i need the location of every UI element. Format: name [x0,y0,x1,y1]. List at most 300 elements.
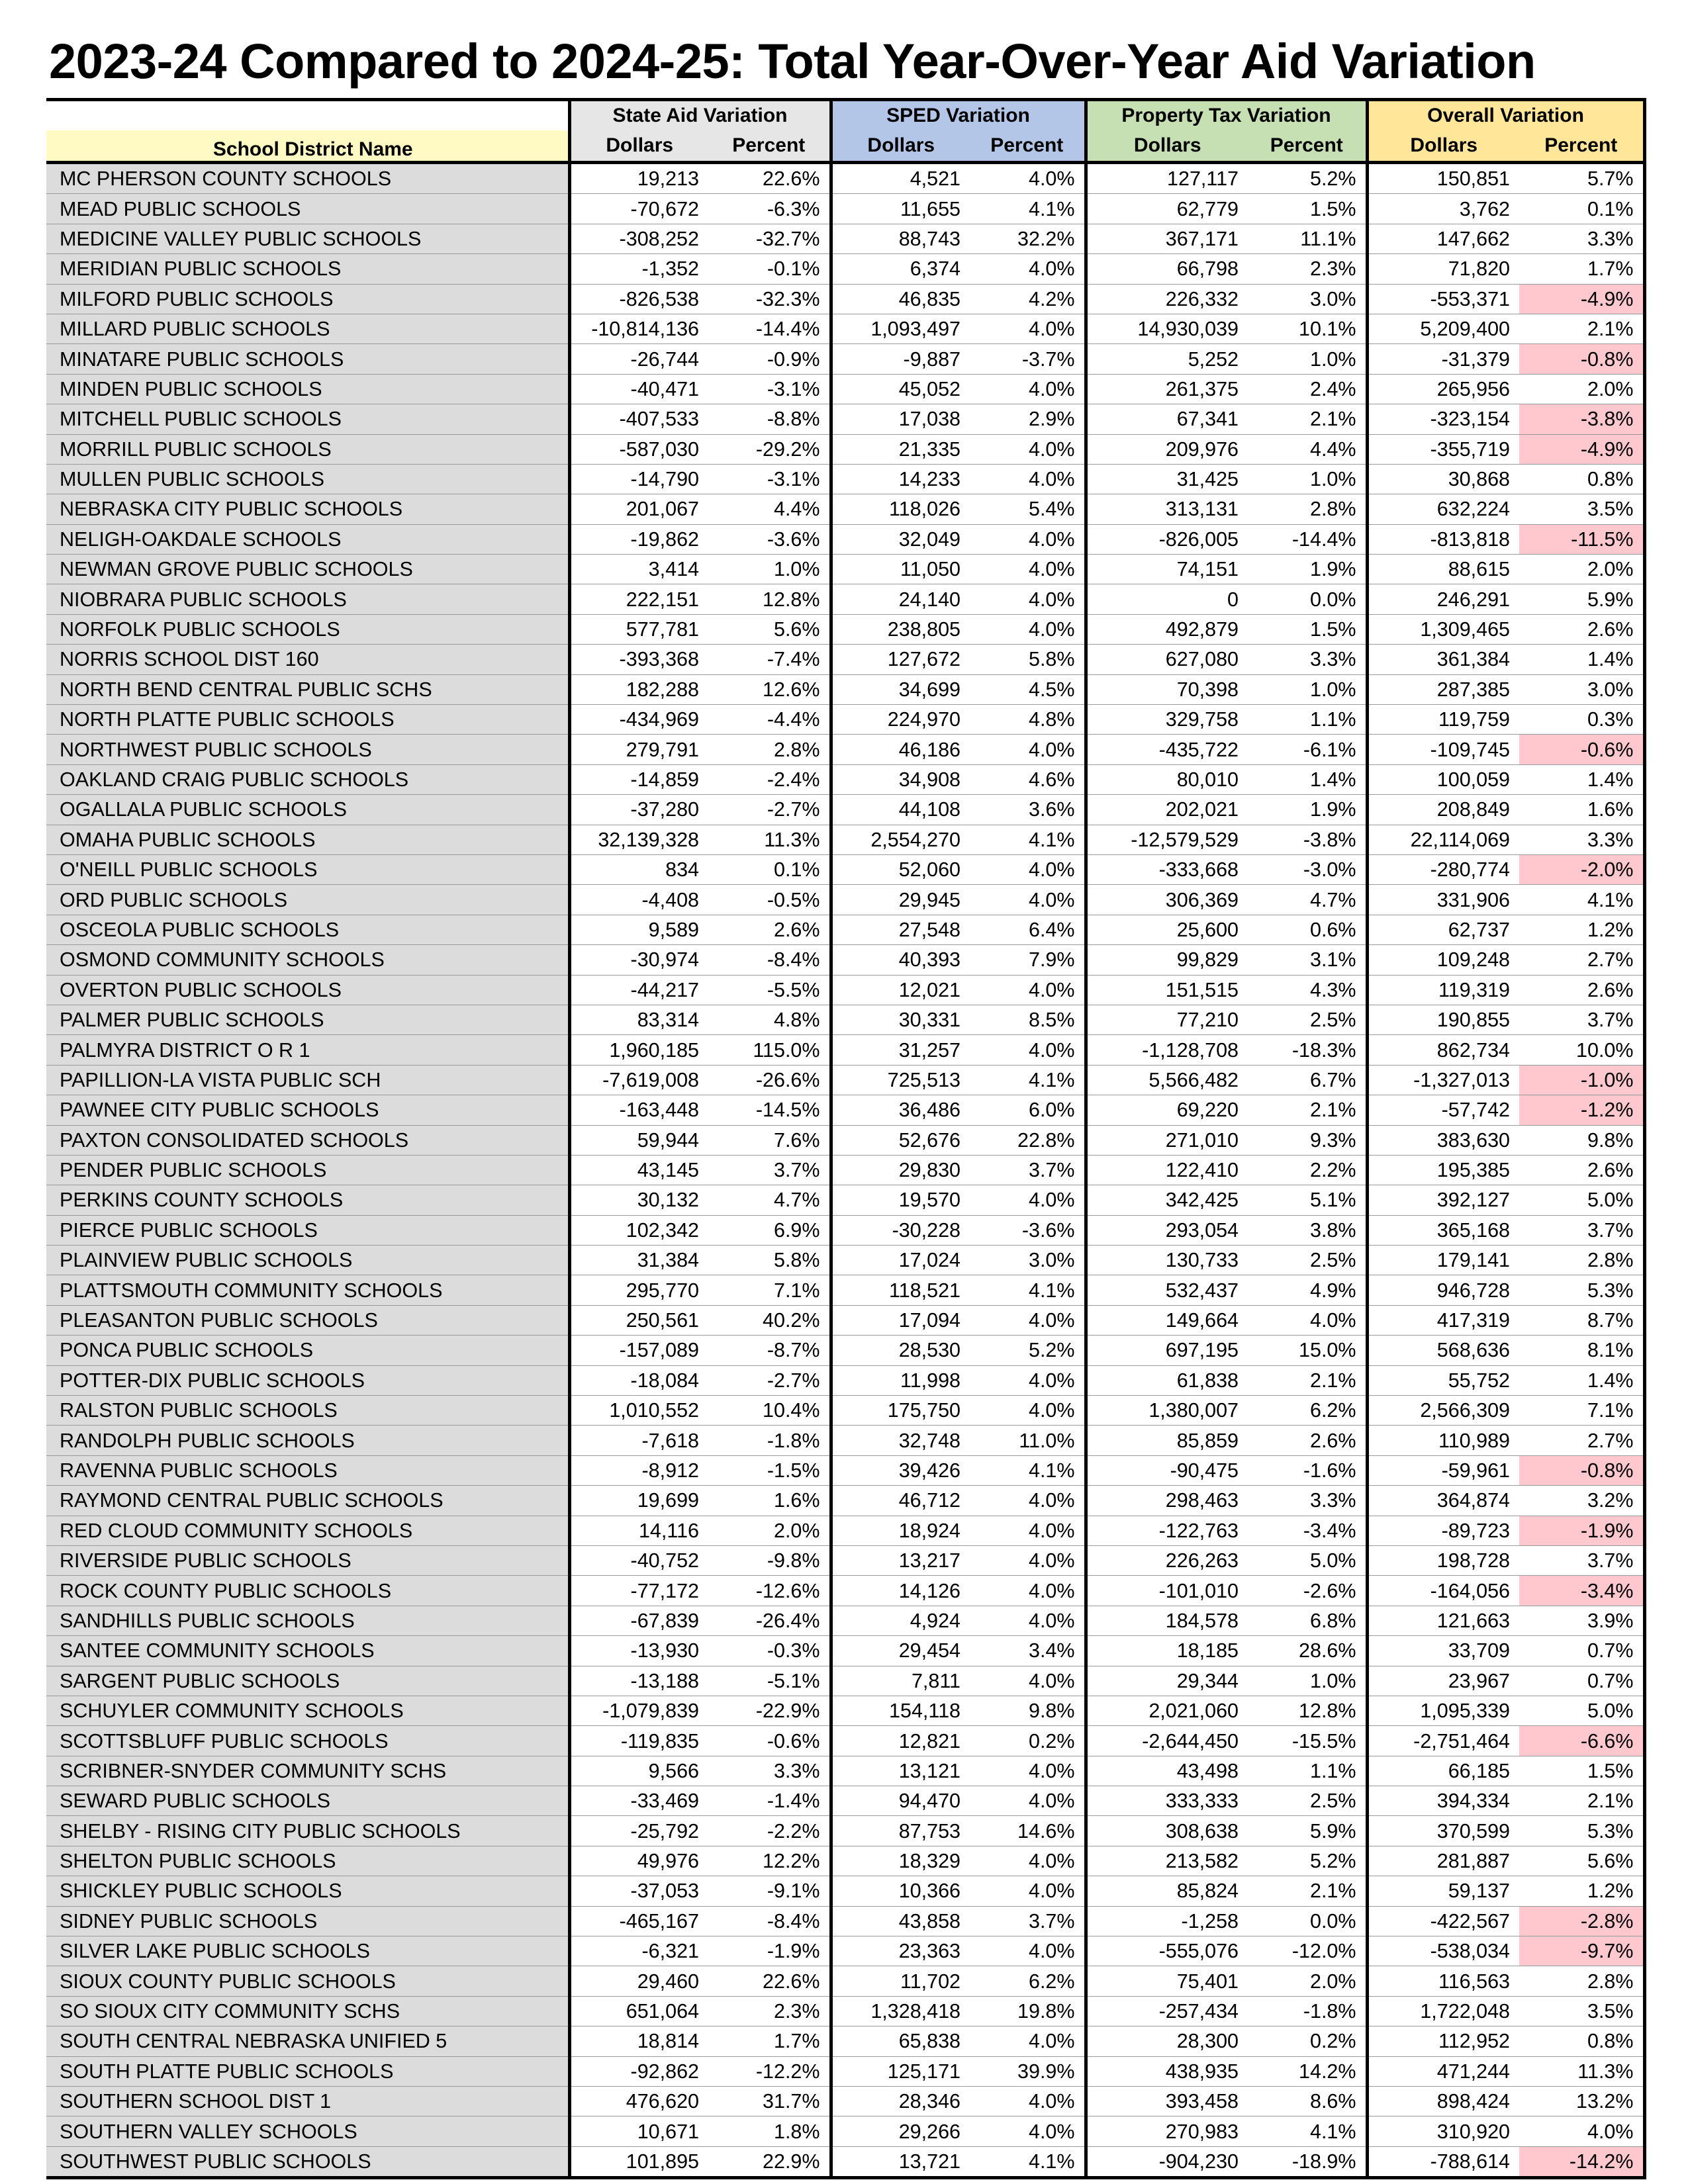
sped-dollars-cell: 11,655 [831,194,970,224]
state-aid-dollars-cell: 19,213 [569,163,708,194]
property-tax-percent-cell: 1.5% [1248,194,1367,224]
sped-percent-cell: 4.0% [970,1576,1086,1606]
overall-dollars-cell: 383,630 [1367,1125,1519,1155]
property-tax-dollars-cell: 306,369 [1086,885,1248,915]
table-row [46,1996,1644,2026]
overall-dollars-cell: 3,762 [1367,194,1519,224]
district-name-cell: NORTH PLATTE PUBLIC SCHOOLS [46,705,569,735]
district-name-cell: MEDICINE VALLEY PUBLIC SCHOOLS [46,224,569,253]
sped-percent-cell: 6.0% [970,1095,1086,1125]
table-row [46,1726,1644,1756]
district-name-cell: PLAINVIEW PUBLIC SCHOOLS [46,1246,569,1275]
overall-percent-cell: 1.4% [1519,1365,1644,1395]
overall-dollars-cell: 116,563 [1367,1966,1519,1996]
state-aid-dollars-cell: -10,814,136 [569,314,708,343]
property-tax-percent-cell: 2.1% [1248,404,1367,434]
overall-dollars-cell: 898,424 [1367,2087,1519,2116]
state-aid-dollars-cell: 834 [569,854,708,884]
table-row [46,885,1644,915]
state-aid-percent-cell: 115.0% [708,1035,831,1065]
overall-dollars-cell: 112,952 [1367,2026,1519,2056]
overall-percent-cell: 2.1% [1519,1786,1644,1816]
overall-percent-cell: 1.7% [1519,254,1644,284]
sped-percent-cell: 4.0% [970,1486,1086,1516]
property-tax-dollars-cell: 438,935 [1086,2056,1248,2086]
property-tax-dollars-cell: 14,930,039 [1086,314,1248,343]
table-row [46,194,1644,224]
property-tax-dollars-cell: 313,131 [1086,494,1248,524]
state-aid-percent-cell: 1.8% [708,2116,831,2146]
state-aid-percent-cell: 2.6% [708,915,831,944]
state-aid-percent-cell: -2.7% [708,795,831,825]
property-tax-dollars-cell: 308,638 [1086,1816,1248,1846]
property-tax-percent-cell: 0.2% [1248,2026,1367,2056]
sped-percent-cell: 4.1% [970,2146,1086,2177]
group-header-state-aid: State Aid Variation [569,100,831,131]
sped-dollars-cell: 224,970 [831,705,970,735]
overall-percent-cell: 2.6% [1519,614,1644,644]
state-aid-dollars-cell: -434,969 [569,705,708,735]
property-tax-percent-cell: 2.1% [1248,1365,1367,1395]
overall-percent-cell: 4.1% [1519,885,1644,915]
state-aid-percent-cell: -0.6% [708,1726,831,1756]
sped-dollars-cell: -9,887 [831,344,970,374]
property-tax-dollars-cell: -555,076 [1086,1936,1248,1966]
property-tax-dollars-cell: 492,879 [1086,614,1248,644]
table-row [46,524,1644,554]
sped-percent-cell: 4.0% [970,464,1086,494]
overall-dollars-cell: 394,334 [1367,1786,1519,1816]
property-tax-percent-cell: 1.0% [1248,344,1367,374]
district-name-cell: PLEASANTON PUBLIC SCHOOLS [46,1305,569,1335]
overall-dollars-cell: 195,385 [1367,1155,1519,1185]
district-name-cell: OSCEOLA PUBLIC SCHOOLS [46,915,569,944]
overall-dollars-cell: 2,566,309 [1367,1396,1519,1426]
sped-dollars-cell: -30,228 [831,1215,970,1245]
sped-dollars-cell: 34,908 [831,764,970,794]
state-aid-percent-cell: -1.4% [708,1786,831,1816]
overall-percent-cell: 2.1% [1519,314,1644,343]
overall-dollars-cell: 100,059 [1367,764,1519,794]
overall-percent-cell: 5.0% [1519,1696,1644,1725]
property-tax-percent-cell: 5.1% [1248,1185,1367,1215]
table-row [46,705,1644,735]
property-tax-dollars-cell: 62,779 [1086,194,1248,224]
district-name-cell: MULLEN PUBLIC SCHOOLS [46,464,569,494]
state-aid-dollars-cell: 9,589 [569,915,708,944]
state-aid-dollars-cell: -157,089 [569,1336,708,1365]
overall-percent-cell: 1.6% [1519,795,1644,825]
sped-percent-cell: 19.8% [970,1996,1086,2026]
table-row [46,1215,1644,1245]
sped-dollars-cell: 52,060 [831,854,970,884]
sped-dollars-cell: 4,521 [831,163,970,194]
district-name-cell: RIVERSIDE PUBLIC SCHOOLS [46,1545,569,1575]
district-name-cell: NELIGH-OAKDALE SCHOOLS [46,524,569,554]
state-aid-percent-cell: 31.7% [708,2087,831,2116]
overall-percent-cell: -1.9% [1519,1516,1644,1545]
state-aid-percent-cell: 7.1% [708,1275,831,1305]
sped-percent-cell: 4.1% [970,194,1086,224]
table-row [46,163,1644,194]
state-aid-percent-cell: -0.5% [708,885,831,915]
overall-dollars-cell: 310,920 [1367,2116,1519,2146]
sped-dollars-cell: 125,171 [831,2056,970,2086]
overall-dollars-cell: -788,614 [1367,2146,1519,2177]
district-name-cell: SIOUX COUNTY PUBLIC SCHOOLS [46,1966,569,1996]
table-row [46,314,1644,343]
overall-percent-cell: 2.8% [1519,1246,1644,1275]
sped-percent-cell: 39.9% [970,2056,1086,2086]
overall-percent-cell: 2.6% [1519,975,1644,1005]
overall-dollars-cell: 281,887 [1367,1846,1519,1876]
property-tax-percent-cell: 4.7% [1248,885,1367,915]
property-tax-dollars-cell: 127,117 [1086,163,1248,194]
overall-percent-cell: 4.0% [1519,2116,1644,2146]
state-aid-dollars-cell: -44,217 [569,975,708,1005]
property-tax-dollars-cell: 697,195 [1086,1336,1248,1365]
overall-dollars-cell: 30,868 [1367,464,1519,494]
district-name-cell: RAVENNA PUBLIC SCHOOLS [46,1455,569,1485]
district-name-cell: OAKLAND CRAIG PUBLIC SCHOOLS [46,764,569,794]
sped-percent-cell: 4.0% [970,1516,1086,1545]
sped-dollars-cell: 14,233 [831,464,970,494]
property-tax-dollars-cell: 122,410 [1086,1155,1248,1185]
state-aid-percent-cell: -14.4% [708,314,831,343]
property-tax-percent-cell: 4.0% [1248,1305,1367,1335]
overall-dollars-cell: -109,745 [1367,735,1519,764]
overall-dollars-cell: 121,663 [1367,1606,1519,1635]
sped-percent-cell: 4.2% [970,284,1086,314]
overall-dollars-cell: 119,759 [1367,705,1519,735]
sped-dollars-cell: 7,811 [831,1666,970,1696]
district-name-cell: SHELTON PUBLIC SCHOOLS [46,1846,569,1876]
property-tax-dollars-cell: -2,644,450 [1086,1726,1248,1756]
sped-dollars-cell: 39,426 [831,1455,970,1485]
table-row [46,464,1644,494]
state-aid-dollars-cell: -4,408 [569,885,708,915]
state-aid-dollars-cell: 250,561 [569,1305,708,1335]
state-aid-dollars-cell: 279,791 [569,735,708,764]
property-tax-percent-cell: 0.0% [1248,584,1367,614]
sped-percent-cell: 4.5% [970,674,1086,704]
sped-percent-cell: 4.0% [970,374,1086,404]
sped-percent-cell: 4.0% [970,1846,1086,1876]
overall-percent-cell: 0.7% [1519,1666,1644,1696]
sped-dollars-cell: 11,050 [831,555,970,584]
district-name-cell: SILVER LAKE PUBLIC SCHOOLS [46,1936,569,1966]
state-aid-dollars-cell: -308,252 [569,224,708,253]
overall-dollars-cell: -553,371 [1367,284,1519,314]
sped-dollars-cell: 88,743 [831,224,970,253]
sped-percent-cell: 4.0% [970,1035,1086,1065]
sped-percent-cell: 6.2% [970,1966,1086,1996]
state-aid-dollars-cell: 476,620 [569,2087,708,2116]
state-aid-percent-cell: -8.4% [708,1906,831,1936]
sped-dollars-cell: 725,513 [831,1065,970,1095]
state-aid-percent-cell: 5.6% [708,614,831,644]
sped-percent-cell: 4.0% [970,975,1086,1005]
overall-dollars-cell: 361,384 [1367,645,1519,674]
table-row [46,284,1644,314]
state-aid-percent-cell: 40.2% [708,1305,831,1335]
state-aid-dollars-cell: 651,064 [569,1996,708,2026]
district-name-cell: RANDOLPH PUBLIC SCHOOLS [46,1426,569,1455]
overall-percent-cell: 11.3% [1519,2056,1644,2086]
state-aid-dollars-cell: -26,744 [569,344,708,374]
state-aid-dollars-cell: -13,930 [569,1636,708,1666]
table-row [46,1846,1644,1876]
overall-percent-cell: 7.1% [1519,1396,1644,1426]
sped-percent-cell: -3.7% [970,344,1086,374]
overall-dollars-cell: -164,056 [1367,1576,1519,1606]
table-row [46,1696,1644,1725]
sped-dollars-cell: 27,548 [831,915,970,944]
sped-dollars-cell: 32,049 [831,524,970,554]
sped-dollars-cell: 6,374 [831,254,970,284]
column-header-district-name: School District Name [46,130,569,163]
state-aid-dollars-cell: -826,538 [569,284,708,314]
state-aid-percent-cell: 0.1% [708,854,831,884]
district-name-cell: PAWNEE CITY PUBLIC SCHOOLS [46,1095,569,1125]
property-tax-dollars-cell: 67,341 [1086,404,1248,434]
overall-dollars-cell: 417,319 [1367,1305,1519,1335]
group-header-property-tax: Property Tax Variation [1086,100,1367,131]
table-row [46,1516,1644,1545]
state-aid-percent-cell: -0.1% [708,254,831,284]
property-tax-percent-cell: 10.1% [1248,314,1367,343]
state-aid-dollars-cell: 295,770 [569,1275,708,1305]
table-row [46,1545,1644,1575]
sped-percent-cell: 4.1% [970,1065,1086,1095]
overall-percent-cell: 2.7% [1519,1426,1644,1455]
state-aid-percent-cell: 12.6% [708,674,831,704]
sped-percent-cell: 4.0% [970,854,1086,884]
sped-percent-cell: 4.0% [970,1756,1086,1786]
sped-dollars-cell: 118,521 [831,1275,970,1305]
state-aid-dollars-cell: -37,280 [569,795,708,825]
table-row [46,1426,1644,1455]
state-aid-dollars-cell: -1,079,839 [569,1696,708,1725]
table-row [46,1816,1644,1846]
state-aid-percent-cell: 12.8% [708,584,831,614]
property-tax-percent-cell: 1.1% [1248,705,1367,735]
district-name-cell: MEAD PUBLIC SCHOOLS [46,194,569,224]
table-row [46,404,1644,434]
overall-percent-cell: 3.7% [1519,1545,1644,1575]
overall-percent-cell: 5.0% [1519,1185,1644,1215]
sped-percent-cell: 7.9% [970,945,1086,975]
overall-percent-cell: 8.1% [1519,1336,1644,1365]
property-tax-dollars-cell: 18,185 [1086,1636,1248,1666]
property-tax-percent-cell: 2.6% [1248,1426,1367,1455]
property-tax-dollars-cell: 261,375 [1086,374,1248,404]
district-name-cell: MORRILL PUBLIC SCHOOLS [46,434,569,464]
state-aid-percent-cell: -26.4% [708,1606,831,1635]
overall-percent-cell: -2.0% [1519,854,1644,884]
column-header-state-dollars: Dollars [569,130,708,163]
table-row [46,945,1644,975]
state-aid-dollars-cell: -77,172 [569,1576,708,1606]
state-aid-dollars-cell: 43,145 [569,1155,708,1185]
table-row [46,674,1644,704]
district-name-cell: POTTER-DIX PUBLIC SCHOOLS [46,1365,569,1395]
overall-dollars-cell: -59,961 [1367,1455,1519,1485]
property-tax-percent-cell: -2.6% [1248,1576,1367,1606]
table-row [46,2116,1644,2146]
sped-percent-cell: 4.0% [970,254,1086,284]
overall-dollars-cell: 392,127 [1367,1185,1519,1215]
state-aid-percent-cell: -29.2% [708,434,831,464]
overall-dollars-cell: 71,820 [1367,254,1519,284]
district-name-cell: MINATARE PUBLIC SCHOOLS [46,344,569,374]
district-name-cell: SO SIOUX CITY COMMUNITY SCHS [46,1996,569,2026]
property-tax-dollars-cell: 69,220 [1086,1095,1248,1125]
group-header-overall: Overall Variation [1367,100,1644,131]
column-header-overall-percent: Percent [1519,130,1644,163]
state-aid-percent-cell: -0.3% [708,1636,831,1666]
property-tax-percent-cell: 6.2% [1248,1396,1367,1426]
district-name-cell: NORTH BEND CENTRAL PUBLIC SCHS [46,674,569,704]
property-tax-percent-cell: -12.0% [1248,1936,1367,1966]
column-header-property-dollars: Dollars [1086,130,1248,163]
property-tax-percent-cell: 2.5% [1248,1005,1367,1034]
table-row [46,764,1644,794]
sped-dollars-cell: 1,093,497 [831,314,970,343]
overall-dollars-cell: 22,114,069 [1367,825,1519,854]
table-row [46,1876,1644,1906]
property-tax-dollars-cell: -257,434 [1086,1996,1248,2026]
property-tax-dollars-cell: 31,425 [1086,464,1248,494]
state-aid-percent-cell: 4.8% [708,1005,831,1034]
property-tax-percent-cell: 1.9% [1248,555,1367,584]
overall-percent-cell: 3.3% [1519,224,1644,253]
state-aid-dollars-cell: -33,469 [569,1786,708,1816]
state-aid-dollars-cell: 18,814 [569,2026,708,2056]
overall-percent-cell: 5.6% [1519,1846,1644,1876]
overall-percent-cell: 0.1% [1519,194,1644,224]
district-name-cell: PALMER PUBLIC SCHOOLS [46,1005,569,1034]
overall-percent-cell: -9.7% [1519,1936,1644,1966]
state-aid-dollars-cell: 222,151 [569,584,708,614]
table-row [46,2056,1644,2086]
state-aid-dollars-cell: 83,314 [569,1005,708,1034]
sped-dollars-cell: 154,118 [831,1696,970,1725]
overall-percent-cell: 8.7% [1519,1305,1644,1335]
property-tax-dollars-cell: 85,824 [1086,1876,1248,1906]
table-body [46,163,1644,2178]
sped-dollars-cell: 13,217 [831,1545,970,1575]
district-name-cell: PLATTSMOUTH COMMUNITY SCHOOLS [46,1275,569,1305]
table-row [46,915,1644,944]
sped-percent-cell: 4.0% [970,1666,1086,1696]
overall-dollars-cell: 632,224 [1367,494,1519,524]
sped-dollars-cell: 43,858 [831,1906,970,1936]
district-name-cell: SANDHILLS PUBLIC SCHOOLS [46,1606,569,1635]
overall-dollars-cell: 365,168 [1367,1215,1519,1245]
property-tax-dollars-cell: 43,498 [1086,1756,1248,1786]
district-name-cell: RED CLOUD COMMUNITY SCHOOLS [46,1516,569,1545]
table-row [46,1185,1644,1215]
state-aid-dollars-cell: 1,960,185 [569,1035,708,1065]
overall-percent-cell: 3.9% [1519,1606,1644,1635]
sped-percent-cell: 3.0% [970,1246,1086,1275]
table-row [46,224,1644,253]
property-tax-percent-cell: 2.4% [1248,374,1367,404]
sped-percent-cell: 22.8% [970,1125,1086,1155]
state-aid-percent-cell: -8.8% [708,404,831,434]
table-row [46,254,1644,284]
state-aid-dollars-cell: 19,699 [569,1486,708,1516]
property-tax-dollars-cell: -122,763 [1086,1516,1248,1545]
district-name-cell: RAYMOND CENTRAL PUBLIC SCHOOLS [46,1486,569,1516]
state-aid-percent-cell: -3.1% [708,464,831,494]
state-aid-percent-cell: 22.9% [708,2146,831,2177]
property-tax-percent-cell: 2.0% [1248,1966,1367,1996]
property-tax-dollars-cell: 213,582 [1086,1846,1248,1876]
aid-variation-table [46,98,1646,2179]
state-aid-percent-cell: -2.4% [708,764,831,794]
state-aid-percent-cell: -3.1% [708,374,831,404]
property-tax-percent-cell: -18.3% [1248,1035,1367,1065]
state-aid-dollars-cell: 1,010,552 [569,1396,708,1426]
state-aid-percent-cell: -12.2% [708,2056,831,2086]
district-name-cell: SCOTTSBLUFF PUBLIC SCHOOLS [46,1726,569,1756]
sped-dollars-cell: 31,257 [831,1035,970,1065]
property-tax-dollars-cell: 209,976 [1086,434,1248,464]
sped-dollars-cell: 46,835 [831,284,970,314]
district-name-cell: SOUTHERN VALLEY SCHOOLS [46,2116,569,2146]
property-tax-percent-cell: 14.2% [1248,2056,1367,2086]
sped-dollars-cell: 29,830 [831,1155,970,1185]
property-tax-percent-cell: 12.8% [1248,1696,1367,1725]
district-name-cell: PAXTON CONSOLIDATED SCHOOLS [46,1125,569,1155]
state-aid-percent-cell: 2.3% [708,1996,831,2026]
overall-dollars-cell: 190,855 [1367,1005,1519,1034]
sped-dollars-cell: 127,672 [831,645,970,674]
sped-dollars-cell: 12,821 [831,1726,970,1756]
table-row [46,1095,1644,1125]
district-name-cell: PENDER PUBLIC SCHOOLS [46,1155,569,1185]
property-tax-percent-cell: 0.6% [1248,915,1367,944]
sped-percent-cell: 5.8% [970,645,1086,674]
state-aid-percent-cell: 3.3% [708,1756,831,1786]
property-tax-percent-cell: 3.3% [1248,1486,1367,1516]
overall-percent-cell: 3.7% [1519,1215,1644,1245]
property-tax-dollars-cell: 28,300 [1086,2026,1248,2056]
overall-dollars-cell: 364,874 [1367,1486,1519,1516]
overall-percent-cell: -3.4% [1519,1576,1644,1606]
state-aid-percent-cell: 2.0% [708,1516,831,1545]
state-aid-percent-cell: 1.6% [708,1486,831,1516]
sped-dollars-cell: 13,121 [831,1756,970,1786]
state-aid-percent-cell: 22.6% [708,163,831,194]
overall-percent-cell: -2.8% [1519,1906,1644,1936]
overall-percent-cell: 9.8% [1519,1125,1644,1155]
overall-dollars-cell: 110,989 [1367,1426,1519,1455]
property-tax-percent-cell: -3.8% [1248,825,1367,854]
property-tax-dollars-cell: -101,010 [1086,1576,1248,1606]
sped-percent-cell: 4.6% [970,764,1086,794]
property-tax-dollars-cell: -826,005 [1086,524,1248,554]
sped-dollars-cell: 18,329 [831,1846,970,1876]
overall-dollars-cell: 62,737 [1367,915,1519,944]
overall-percent-cell: -0.8% [1519,344,1644,374]
district-name-cell: ROCK COUNTY PUBLIC SCHOOLS [46,1576,569,1606]
property-tax-percent-cell: 4.3% [1248,975,1367,1005]
sped-percent-cell: 3.7% [970,1155,1086,1185]
state-aid-percent-cell: -32.3% [708,284,831,314]
